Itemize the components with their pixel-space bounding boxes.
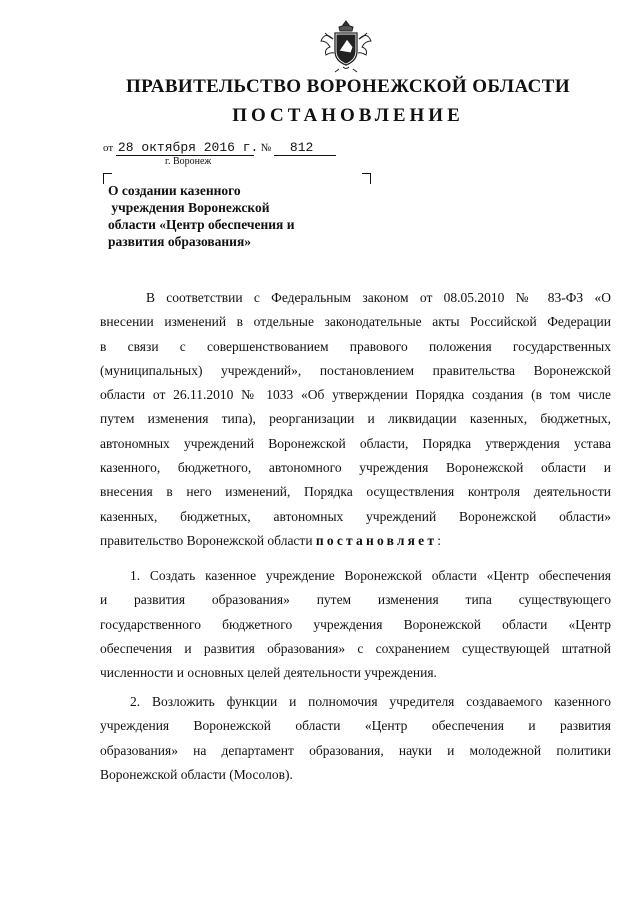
text-line: (муниципальных) учреждений», постановлением правительства Воронежской bbox=[100, 362, 611, 378]
text-line: 2. Возложить функции и полномочия учредителя создаваемого казенного bbox=[130, 694, 611, 709]
preamble-paragraph bbox=[100, 286, 611, 553]
text-line: образования» на департамент образования, науки и молодежной политики bbox=[100, 742, 611, 758]
subject-line: области «Центр обеспечения и bbox=[108, 217, 295, 232]
date-field bbox=[116, 140, 259, 156]
document-subject bbox=[108, 182, 348, 250]
date-number-row bbox=[103, 140, 336, 156]
text-line: казенных, бюджетных, автономных учреждений Воронежской области» bbox=[100, 508, 611, 524]
number-prefix: № bbox=[260, 142, 272, 154]
preamble-end: правительство Воронежской области bbox=[100, 532, 313, 548]
text-line: обеспечения и развития образования» с сохранением существующей штатной bbox=[100, 640, 611, 656]
subject-line: О создании казенного bbox=[108, 183, 241, 198]
subject-line: учреждения Воронежской bbox=[108, 200, 270, 215]
colon: : bbox=[437, 532, 441, 548]
text-line-resolution bbox=[100, 529, 611, 553]
text-line: автономных учреждений Воронежской области, Порядка утверждения устава bbox=[100, 435, 611, 451]
text-line: внесения в него изменений, Порядка осуществления контроля деятельности bbox=[100, 484, 611, 500]
text-line: и развития образования» путем изменения типа существующего bbox=[100, 592, 611, 608]
subject-line: развития образования» bbox=[108, 234, 252, 249]
text-line: в связи с совершенствованием правового положения государственных bbox=[100, 338, 611, 354]
text-line: численности и основных целей деятельности учреждения. bbox=[100, 665, 437, 681]
text-line: внесении изменений в отдельные законодательные акты Российской Федерации bbox=[100, 314, 611, 330]
number-field bbox=[274, 140, 336, 156]
government-title: ПРАВИТЕЛЬСТВО ВОРОНЕЖСКОЙ ОБЛАСТИ bbox=[125, 76, 571, 97]
city-label: г. Воронеж bbox=[165, 156, 212, 167]
text-line: области от 26.11.2010 № 1033 «Об утверждении Порядка создания (в том числе bbox=[100, 387, 611, 403]
item-2-paragraph bbox=[100, 690, 611, 787]
text-line: путем изменения типа), реорганизации и ликвидации казенных, бюджетных, bbox=[100, 411, 611, 427]
number-value: 812 bbox=[289, 140, 314, 155]
text-line: 1. Создать казенное учреждение Воронежской области «Центр обеспечения bbox=[130, 568, 611, 583]
date-prefix: от bbox=[103, 142, 114, 154]
document-type-title: ПОСТАНОВЛЕНИЕ bbox=[232, 105, 464, 126]
coat-of-arms-emblem bbox=[319, 17, 373, 73]
subject-bracket-right bbox=[362, 173, 371, 184]
text-line: казенного, бюджетного, автономного учреждения Воронежской области и bbox=[100, 460, 611, 476]
text-line: учреждения Воронежской области «Центр обеспечения и развития bbox=[100, 718, 611, 734]
item-1-paragraph bbox=[100, 564, 611, 685]
text-line: В соответствии с Федеральным законом от 08.05.2010 № 83-ФЗ «О bbox=[146, 290, 611, 305]
resolves-word: постановляет bbox=[315, 532, 438, 548]
date-value: 28 октября 2016 г. bbox=[117, 140, 259, 155]
text-line: государственного бюджетного учреждения Воронежской области «Центр bbox=[100, 616, 611, 632]
text-line: Воронежской области (Мосолов). bbox=[100, 766, 293, 782]
